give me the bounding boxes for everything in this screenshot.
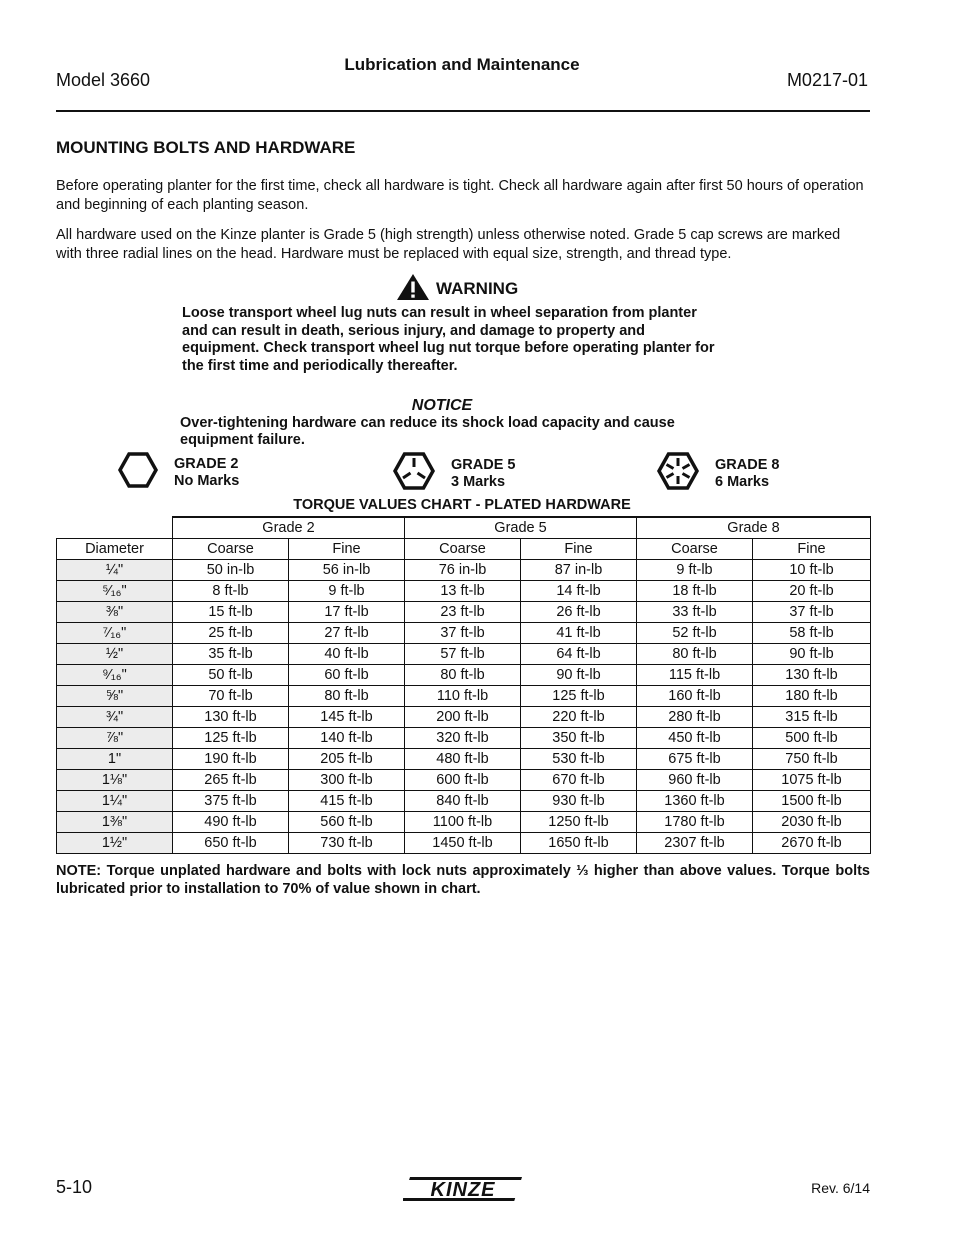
table-row [57, 770, 871, 791]
torque-value-cell: 730 ft-lb [289, 833, 405, 854]
torque-value-cell: 8 ft-lb [173, 581, 289, 602]
warning-heading [396, 274, 518, 304]
torque-value-cell: 480 ft-lb [405, 749, 521, 770]
table-row [57, 707, 871, 728]
warning-triangle-icon [396, 273, 430, 306]
torque-value-cell: 490 ft-lb [173, 812, 289, 833]
torque-value-cell: 37 ft-lb [753, 602, 871, 623]
torque-value-cell: 200 ft-lb [405, 707, 521, 728]
torque-value-cell: 64 ft-lb [521, 644, 637, 665]
diameter-cell: ½" [57, 644, 173, 665]
torque-note: NOTE: Torque unplated hardware and bolts with lock nuts approximately ⅓ higher than above values. Torque bolts lubricated prior to installation to 70% of value shown in chart. [56, 863, 870, 897]
grade-2-marks: No Marks [174, 472, 240, 489]
torque-value-cell: 90 ft-lb [753, 644, 871, 665]
torque-value-cell: 125 ft-lb [521, 686, 637, 707]
table-row [57, 623, 871, 644]
torque-value-cell: 675 ft-lb [637, 749, 753, 770]
torque-value-cell: 56 in-lb [289, 560, 405, 581]
torque-value-cell: 1250 ft-lb [521, 812, 637, 833]
diameter-cell: ⁵⁄₁₆" [57, 581, 173, 602]
grade-8-group-header: Grade 8 [637, 517, 871, 539]
table-row [57, 560, 871, 581]
torque-value-cell: 1500 ft-lb [753, 791, 871, 812]
grade-5-group-header: Grade 5 [405, 517, 637, 539]
revision-date: Rev. 6/14 [811, 1180, 870, 1196]
torque-value-cell: 10 ft-lb [753, 560, 871, 581]
torque-value-cell: 1650 ft-lb [521, 833, 637, 854]
torque-value-cell: 300 ft-lb [289, 770, 405, 791]
torque-value-cell: 80 ft-lb [289, 686, 405, 707]
torque-value-cell: 70 ft-lb [173, 686, 289, 707]
torque-value-cell: 13 ft-lb [405, 581, 521, 602]
torque-value-cell: 110 ft-lb [405, 686, 521, 707]
grade-2-group-header: Grade 2 [173, 517, 405, 539]
torque-value-cell: 41 ft-lb [521, 623, 637, 644]
section-title: MOUNTING BOLTS AND HARDWARE [56, 138, 356, 157]
diameter-cell: 1⅛" [57, 770, 173, 791]
page-number: 5-10 [56, 1177, 93, 1197]
torque-value-cell: 25 ft-lb [173, 623, 289, 644]
torque-value-cell: 26 ft-lb [521, 602, 637, 623]
torque-value-cell: 52 ft-lb [637, 623, 753, 644]
grade-2-name: GRADE 2 [174, 455, 239, 472]
torque-value-cell: 415 ft-lb [289, 791, 405, 812]
torque-value-cell: 180 ft-lb [753, 686, 871, 707]
torque-value-cell: 320 ft-lb [405, 728, 521, 749]
grade-2-legend [118, 452, 239, 493]
torque-value-cell: 1075 ft-lb [753, 770, 871, 791]
torque-value-cell: 2030 ft-lb [753, 812, 871, 833]
torque-value-cell: 530 ft-lb [521, 749, 637, 770]
torque-value-cell: 33 ft-lb [637, 602, 753, 623]
torque-value-cell: 60 ft-lb [289, 665, 405, 686]
torque-value-cell: 280 ft-lb [637, 707, 753, 728]
grade-5-name: GRADE 5 [451, 456, 516, 473]
torque-value-cell: 115 ft-lb [637, 665, 753, 686]
torque-values-table [56, 516, 871, 854]
table-row [57, 581, 871, 602]
torque-value-cell: 50 ft-lb [173, 665, 289, 686]
torque-value-cell: 265 ft-lb [173, 770, 289, 791]
hex-head-no-marks-icon [118, 452, 158, 493]
torque-value-cell: 650 ft-lb [173, 833, 289, 854]
grade-5-legend [393, 452, 515, 495]
diameter-cell: ⁷⁄₁₆" [57, 623, 173, 644]
notice-title: NOTICE [411, 397, 473, 414]
torque-value-cell: 37 ft-lb [405, 623, 521, 644]
table-row [57, 644, 871, 665]
torque-value-cell: 80 ft-lb [637, 644, 753, 665]
torque-value-cell: 27 ft-lb [289, 623, 405, 644]
grade-8-legend [657, 452, 779, 495]
torque-value-cell: 50 in-lb [173, 560, 289, 581]
torque-value-cell: 560 ft-lb [289, 812, 405, 833]
torque-value-cell: 840 ft-lb [405, 791, 521, 812]
diameter-cell: 1¼" [57, 791, 173, 812]
torque-value-cell: 76 in-lb [405, 560, 521, 581]
column-header-row [57, 539, 871, 560]
header-divider [56, 110, 870, 112]
torque-value-cell: 14 ft-lb [521, 581, 637, 602]
table-row [57, 749, 871, 770]
column-header-grade-2-fine: Fine [289, 539, 405, 560]
diameter-cell: ¼" [57, 560, 173, 581]
torque-value-cell: 9 ft-lb [637, 560, 753, 581]
torque-chart-title: TORQUE VALUES CHART - PLATED HARDWARE [293, 497, 631, 513]
torque-value-cell: 2307 ft-lb [637, 833, 753, 854]
diameter-cell: ⅞" [57, 728, 173, 749]
paragraph-hardware-check: Before operating planter for the first time, check all hardware is tight. Check all hardware again after first 50 hours of operation and beginning of each planting season. [56, 178, 864, 213]
torque-value-cell: 9 ft-lb [289, 581, 405, 602]
table-corner-cell [57, 517, 173, 539]
diameter-cell: 1⅜" [57, 812, 173, 833]
torque-value-cell: 160 ft-lb [637, 686, 753, 707]
torque-value-cell: 670 ft-lb [521, 770, 637, 791]
torque-value-cell: 350 ft-lb [521, 728, 637, 749]
grade-5-marks: 3 Marks [451, 473, 506, 490]
column-header-diameter: Diameter [57, 539, 173, 560]
torque-value-cell: 450 ft-lb [637, 728, 753, 749]
column-header-grade-2-coarse: Coarse [173, 539, 289, 560]
torque-value-cell: 17 ft-lb [289, 602, 405, 623]
torque-value-cell: 18 ft-lb [637, 581, 753, 602]
torque-value-cell: 87 in-lb [521, 560, 637, 581]
torque-value-cell: 500 ft-lb [753, 728, 871, 749]
torque-value-cell: 2670 ft-lb [753, 833, 871, 854]
torque-value-cell: 23 ft-lb [405, 602, 521, 623]
table-row [57, 602, 871, 623]
torque-value-cell: 20 ft-lb [753, 581, 871, 602]
warning-text: Loose transport wheel lug nuts can result in wheel separation from planter and can result in death, serious injury, and damage to property and equipment. Check transport wheel lug nut torque before operating planter for the first time and periodically thereafter. [182, 305, 715, 374]
torque-value-cell: 1450 ft-lb [405, 833, 521, 854]
table-row [57, 686, 871, 707]
torque-value-cell: 90 ft-lb [521, 665, 637, 686]
torque-value-cell: 220 ft-lb [521, 707, 637, 728]
grade-group-header-row [57, 517, 871, 539]
column-header-grade-8-fine: Fine [753, 539, 871, 560]
column-header-grade-5-coarse: Coarse [405, 539, 521, 560]
torque-value-cell: 130 ft-lb [173, 707, 289, 728]
header-document-number: M0217-01 [786, 70, 868, 90]
diameter-cell: ¾" [57, 707, 173, 728]
torque-value-cell: 130 ft-lb [753, 665, 871, 686]
column-header-grade-8-coarse: Coarse [637, 539, 753, 560]
torque-value-cell: 205 ft-lb [289, 749, 405, 770]
diameter-cell: ⅝" [57, 686, 173, 707]
notice-text: Over-tightening hardware can reduce its shock load capacity and cause equipment failure. [180, 415, 675, 448]
table-row [57, 812, 871, 833]
torque-value-cell: 145 ft-lb [289, 707, 405, 728]
torque-value-cell: 1360 ft-lb [637, 791, 753, 812]
table-row [57, 791, 871, 812]
torque-value-cell: 80 ft-lb [405, 665, 521, 686]
table-row [57, 665, 871, 686]
torque-value-cell: 125 ft-lb [173, 728, 289, 749]
torque-value-cell: 190 ft-lb [173, 749, 289, 770]
torque-value-cell: 750 ft-lb [753, 749, 871, 770]
kinze-logo-text: KINZE [430, 1179, 496, 1201]
torque-value-cell: 1100 ft-lb [405, 812, 521, 833]
torque-value-cell: 960 ft-lb [637, 770, 753, 791]
diameter-cell: 1½" [57, 833, 173, 854]
torque-value-cell: 57 ft-lb [405, 644, 521, 665]
table-row [57, 728, 871, 749]
torque-value-cell: 58 ft-lb [753, 623, 871, 644]
paragraph-hardware-grade: All hardware used on the Kinze planter is Grade 5 (high strength) unless otherwise noted. Grade 5 cap screws are marked with three radial lines on the head. Hardware must be replaced with equal size, strength, and thread type. [56, 227, 841, 262]
torque-value-cell: 35 ft-lb [173, 644, 289, 665]
torque-value-cell: 40 ft-lb [289, 644, 405, 665]
kinze-logo [403, 1174, 523, 1209]
table-row [57, 833, 871, 854]
hex-head-6-marks-icon [657, 452, 699, 495]
grade-8-marks: 6 Marks [715, 473, 770, 490]
column-header-grade-5-fine: Fine [521, 539, 637, 560]
torque-value-cell: 1780 ft-lb [637, 812, 753, 833]
header-chapter-title: Lubrication and Maintenance [344, 55, 580, 74]
torque-value-cell: 140 ft-lb [289, 728, 405, 749]
torque-value-cell: 15 ft-lb [173, 602, 289, 623]
torque-value-cell: 315 ft-lb [753, 707, 871, 728]
warning-title: WARNING [436, 279, 519, 298]
torque-value-cell: 375 ft-lb [173, 791, 289, 812]
hex-head-3-marks-icon [393, 452, 435, 495]
diameter-cell: 1" [57, 749, 173, 770]
diameter-cell: ⁹⁄₁₆" [57, 665, 173, 686]
grade-8-name: GRADE 8 [715, 456, 780, 473]
header-model: Model 3660 [56, 70, 151, 90]
diameter-cell: ⅜" [57, 602, 173, 623]
torque-value-cell: 930 ft-lb [521, 791, 637, 812]
torque-value-cell: 600 ft-lb [405, 770, 521, 791]
